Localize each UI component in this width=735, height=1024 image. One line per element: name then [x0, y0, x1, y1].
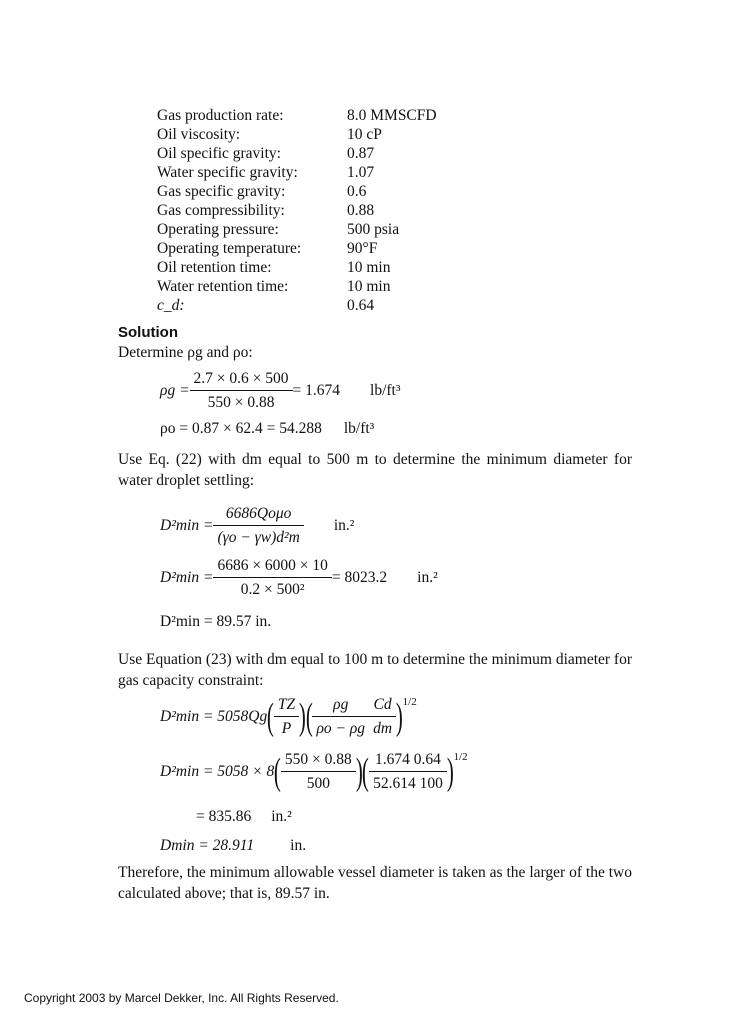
fraction: $\frac{\rho g}{\rho o - \rho g}$ — [312, 696, 369, 738]
fraction: $\frac{1.674 0.64}{52.614 100}$ — [369, 751, 447, 793]
fraction: $\frac{550 \times 0.88}{500}$ — [281, 751, 356, 793]
fraction: $\frac{6686 \times 6000 \times 10}{\text{0.2 × 500²}}$ — [213, 557, 331, 599]
solution-heading: Solution — [118, 324, 178, 341]
fraction: $\frac{TZ}{P}$ — [274, 696, 299, 738]
equation-dmin-formula: D²min = $\frac{\text{6686Qoμo}}{\text{(γo − γw)d²m}}$ in.² — [160, 505, 355, 546]
determine-text: Determine ρg and ρo: — [118, 344, 253, 361]
paragraph-water-droplet: Use Eq. (22) with dm equal to 500 m to determine the minimum diameter for water droplet settling: — [118, 451, 632, 489]
equation-gas-result: = 835.86 in.² — [196, 808, 292, 825]
equation-rho-g: ρg = $\frac{2.7 \times 0.6 \times 500}{550 \times 0.88}$ = 1.674 lb/ft³ — [160, 370, 401, 411]
fraction: $\frac{2.7 \times 0.6 \times 500}{550 \times 0.88}$ — [190, 370, 293, 412]
equation-gas-substituted: D²min = 5058 × 8 ( $\frac{550 \times 0.88}{500}$ ) ( $\frac{1.674 0.64}{52.614 100}$ ) 1/2 — [160, 751, 468, 793]
equation-rho-o: ρo = 0.87 × 62.4 = 54.288 lb/ft³ — [160, 420, 375, 437]
paragraph-gas-capacity: Use Equation (23) with dm equal to 100 m to determine the minimum diameter for gas capacity constraint: — [118, 651, 632, 689]
equation-dmin-final: Dmin = 28.911 in. — [160, 837, 307, 854]
fraction: $\frac{Cd}{dm}$ — [369, 696, 396, 738]
fraction: $\frac{\text{6686Qoμo}}{\text{(γo − γw)d²m}}$ — [213, 505, 303, 547]
copyright-footer: Copyright 2003 by Marcel Dekker, Inc. All Rights Reserved. — [24, 991, 339, 1005]
equation-dmin-substituted: D²min = $\frac{6686 \times 6000 \times 10}{\text{0.2 × 500²}}$ = 8023.2 in.² — [160, 557, 438, 598]
equation-gas-formula: D²min = 5058Qg ( $\frac{TZ}{P}$ ) ( $\frac{\rho g}{\rho o - \rho g}$ $\frac{Cd}{dm}$ ) 1/2 — [160, 696, 417, 738]
paragraph-conclusion: Therefore, the minimum allowable vessel diameter is taken as the larger of the two calculated above; that is, 89.57 in. — [118, 864, 632, 902]
equation-dmin-result: D²min = 89.57 in. — [160, 613, 272, 630]
